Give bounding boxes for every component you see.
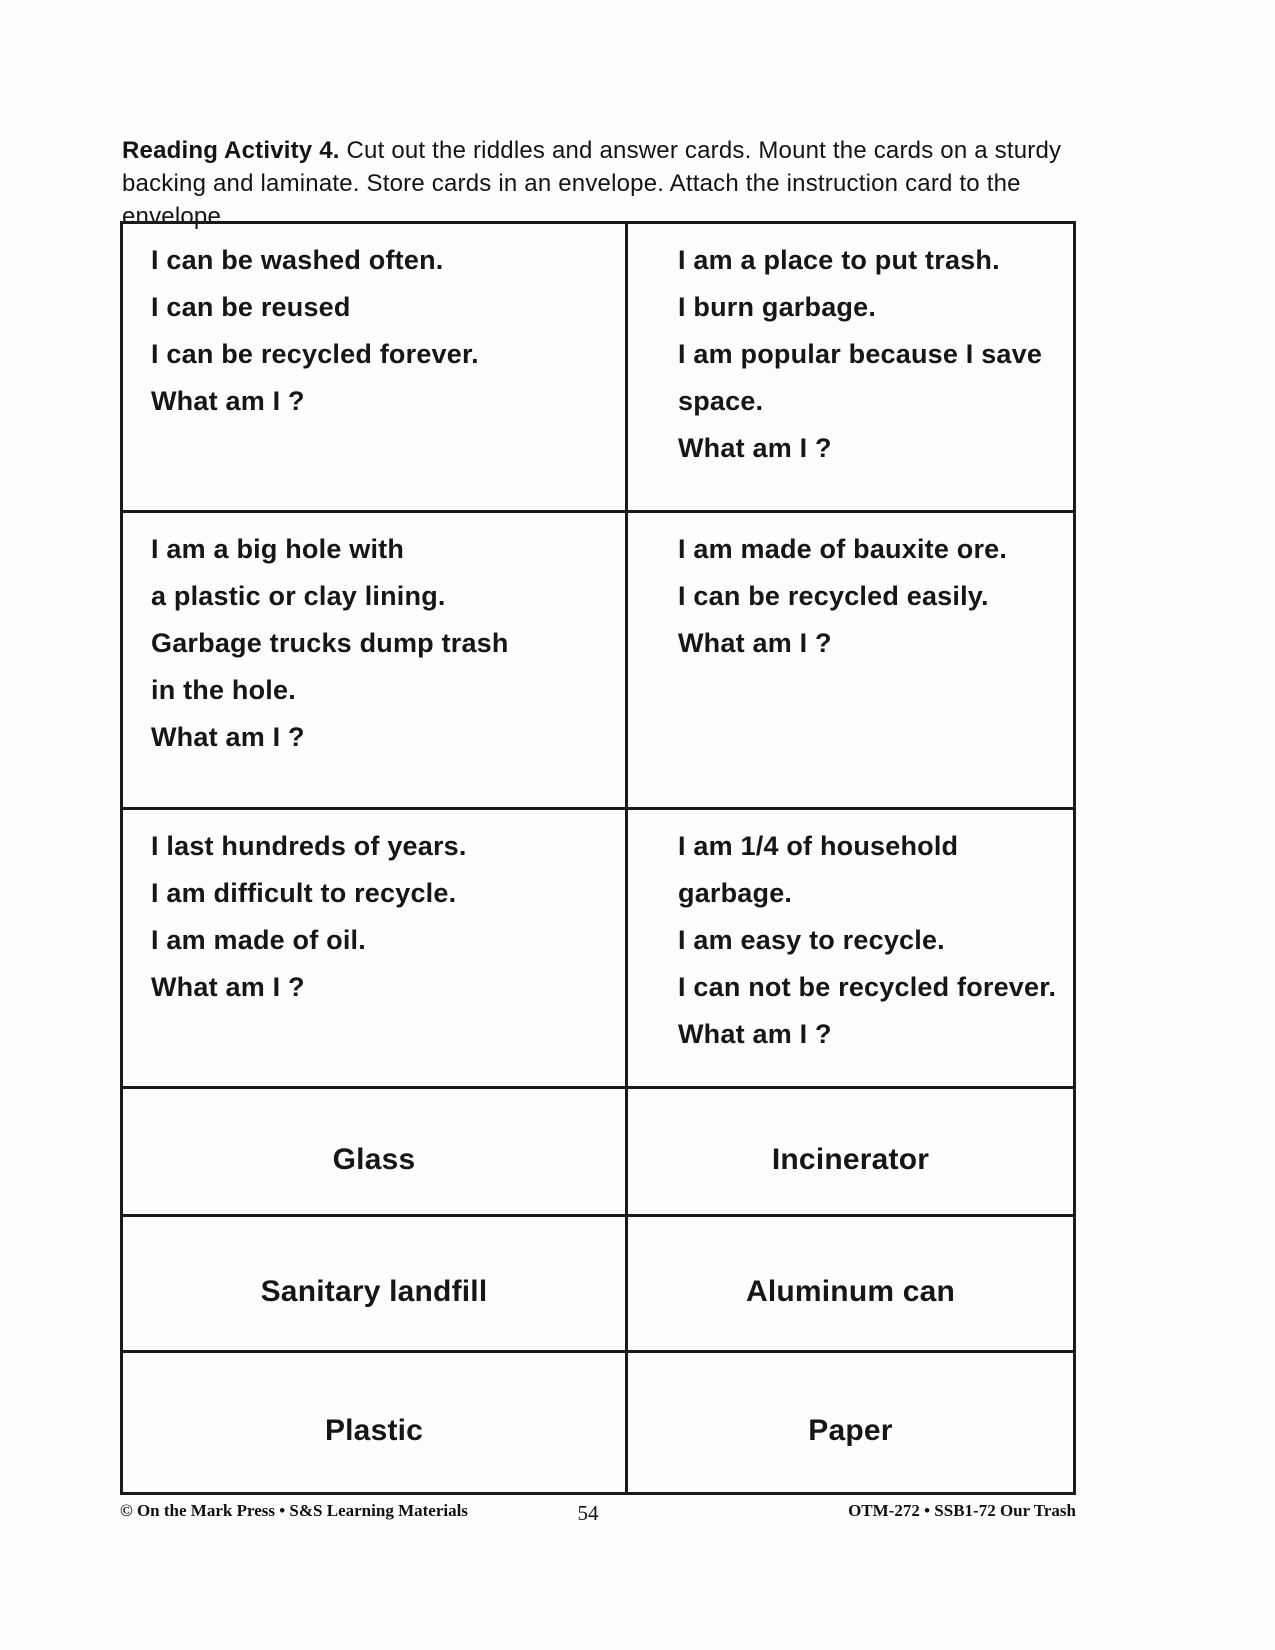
- riddle-card-plastic: [123, 810, 628, 1089]
- answer-label: Plastic: [324, 1413, 424, 1447]
- riddle-line: I can not be recycled forever.: [678, 972, 1057, 1002]
- riddle-line: What am I ?: [151, 722, 305, 752]
- answer-card-glass: [123, 1089, 628, 1217]
- product-code: OTM-272 • SSB1-72 Our Trash: [848, 1501, 1076, 1520]
- answer-card-paper: [628, 1353, 1073, 1492]
- answer-label: Paper: [808, 1413, 893, 1447]
- riddle-line: I burn garbage.: [678, 292, 877, 322]
- riddle-line: a plastic or clay lining.: [151, 581, 446, 611]
- riddle-line: I am a place to put trash.: [678, 245, 1000, 275]
- answer-card-plastic: [123, 1353, 628, 1492]
- page-number: 54: [577, 1501, 599, 1525]
- answer-card-incinerator: [628, 1089, 1073, 1217]
- riddle-line: I am made of bauxite ore.: [678, 534, 1008, 564]
- riddle-line: I can be recycled easily.: [678, 581, 989, 611]
- riddle-line: I am popular because I save: [678, 339, 1043, 369]
- riddle-line: in the hole.: [151, 675, 296, 705]
- riddle-line: I am easy to recycle.: [678, 925, 945, 955]
- riddle-line: I can be recycled forever.: [151, 339, 479, 369]
- riddle-line: What am I ?: [678, 628, 832, 658]
- answer-card-aluminum-can: [628, 1217, 1073, 1353]
- riddle-line: I am 1/4 of household: [678, 831, 959, 861]
- answer-label: Aluminum can: [745, 1274, 956, 1308]
- riddle-card-paper: [628, 810, 1073, 1089]
- riddle-line: I can be reused: [151, 292, 351, 322]
- riddle-line: What am I ?: [151, 386, 305, 416]
- answer-label: Glass: [332, 1142, 416, 1176]
- riddle-line: I last hundreds of years.: [151, 831, 467, 861]
- activity-instructions-text: Cut out the riddles and answer cards. Mount the cards on a sturdy backing and laminate. Store cards in an envelope. Attach the instruction card to the envelope.: [122, 137, 1062, 230]
- riddle-line: I am difficult to recycle.: [151, 878, 457, 908]
- riddle-cards-table: [120, 221, 1076, 1495]
- answer-label: Sanitary landfill: [260, 1274, 488, 1308]
- riddle-card-incinerator: [628, 224, 1073, 513]
- activity-title: Reading Activity 4.: [122, 137, 340, 164]
- riddle-line: Garbage trucks dump trash: [151, 628, 509, 658]
- riddle-line: I am made of oil.: [151, 925, 366, 955]
- answer-card-sanitary-landfill: [123, 1217, 628, 1353]
- page-footer: [120, 1501, 1076, 1526]
- riddle-line: I am a big hole with: [151, 534, 405, 564]
- publisher-credit: © On the Mark Press • S&S Learning Materials: [120, 1501, 468, 1520]
- riddle-card-sanitary-landfill: [123, 513, 628, 810]
- riddle-line: I can be washed often.: [151, 245, 444, 275]
- answer-label: Incinerator: [771, 1142, 930, 1176]
- riddle-line: What am I ?: [678, 1019, 832, 1049]
- activity-instructions: [122, 134, 1080, 233]
- riddle-card-aluminum-can: [628, 513, 1073, 810]
- riddle-card-glass: [123, 224, 628, 513]
- riddle-line: space.: [678, 386, 764, 416]
- riddle-line: garbage.: [678, 878, 793, 908]
- riddle-line: What am I ?: [678, 433, 832, 463]
- riddle-line: What am I ?: [151, 972, 305, 1002]
